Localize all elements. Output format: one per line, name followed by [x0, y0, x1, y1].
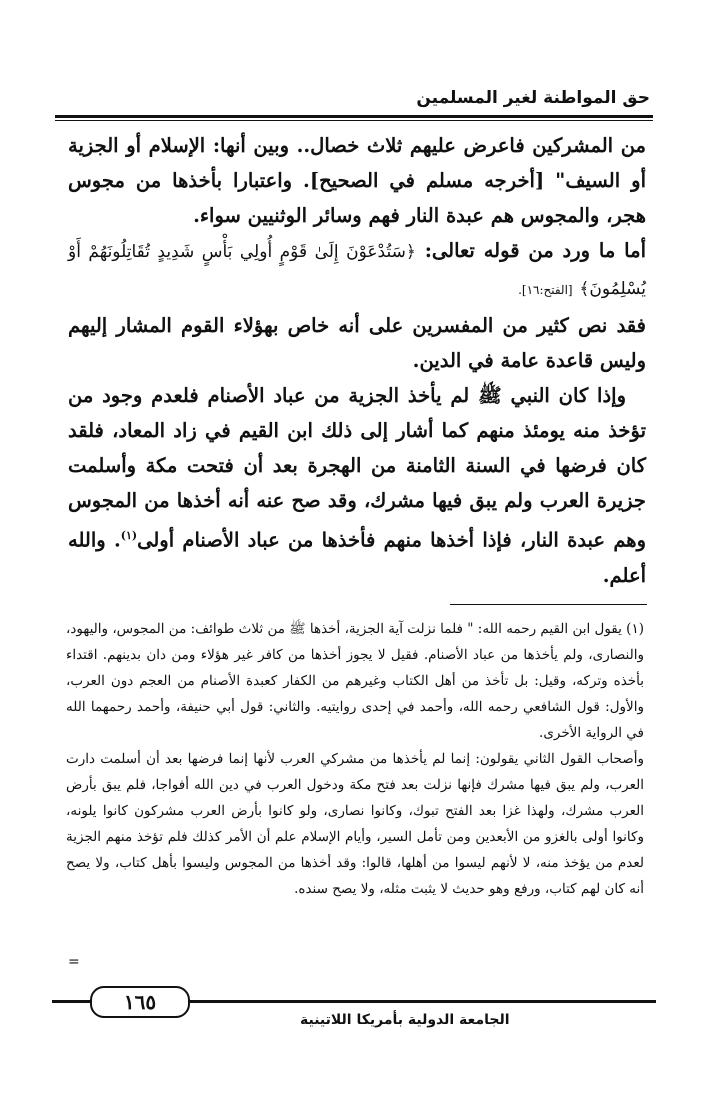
footnote-1: (١) يقول ابن القيم رحمه الله: " فلما نزلت آية الجزية، أخذها ﷺ من ثلاث طوائف: من المجوس، واليهود، والنصارى، ولم يأخذها من عباد الأصنام. فقيل لا يجوز أخذها من كافر غير هؤلاء ومن دان بدينهم. اقتداء بأخذه وتركه، وقيل: بل تأخذ من أهل الكتاب وغيرهم من الكفار كعبدة الأصنام من العجم دون العرب، والأول: قول الشافعي رحمه الله، وأحمد في إحدى روايتيه. والثاني: قول أبي حنيفة، وأحمد رحمهما الله في الرواية الأخرى. — [66, 621, 644, 741]
footnote-1-continued: وأصحاب القول الثاني يقولون: إنما لم يأخذها من مشركي العرب لأنها إنما فرضها بعد أن أسلمت دارت العرب، ولم يبق فيها مشرك فإنها نزلت بعد فتح مكة ودخول العرب في دين الله أفواجا، فلم يبق بأرض العرب مشرك، ولهذا غزا بعد الفتح تبوك، وكانوا نصارى، ولو كانوا بأرض العرب مشركون كانوا يلونه، وكانوا أولى بالغزو من الأبعدين ومن تأمل السير، وأيام الإسلام علم أن الأمر كذلك فلم تؤخذ منهم الجزية لعدم من يؤخذ منه، لا لأنهم ليسوا من أهلها، قالوا: وقد أخذها من المجوس وليسوا بأهل كتاب، ولا يصح أنه كان لهم كتاب، ورفع وهو حديث لا يثبت مثله، ولا يصح سنده. — [66, 751, 644, 897]
paragraph-4 — [68, 378, 646, 593]
running-header: حق المواطنة لغير المسلمين — [416, 88, 650, 108]
paragraph-4-text: وإذا كان النبي ﷺ لم يأخذ الجزية من عباد الأصنام فلعدم وجود من تؤخذ منه يومئذ منهم كما أشار إلى ذلك ابن القيم في زاد المعاد، فلقد كان فرضها في السنة الثامنة من الهجرة بعد أن فتحت مكة وأسلمت جزيرة العرب ولم يبق فيها مشرك، وقد صح عنه أنه أخذها من المجوس وهم عبدة النار، فإذا أخذها منهم فأخذها من عباد الأصنام أولى — [68, 384, 646, 552]
paragraph-4-end: . والله أعلم. — [68, 528, 646, 587]
quran-verse: ﴿سَتُدْعَوْنَ إِلَىٰ قَوْمٍ أُولِي بَأْسٍ شَدِيدٍ تُقَاتِلُونَهُمْ أَوْ يُسْلِمُونَ﴾ — [68, 242, 646, 299]
publisher-name: الجامعة الدولية بأمريكا اللاتينية — [300, 1012, 510, 1028]
paragraph-1: من المشركين فاعرض عليهم ثلاث خصال.. وبين أنها: الإسلام أو الجزية أو السيف" [أخرجه مسلم في الصحيح]. واعتبارا بأخذها من مجوس هجر، والمجوس هم عبدة النار فهم وسائر الوثنيين سواء. — [68, 134, 646, 227]
main-text — [68, 128, 646, 593]
paragraph-2 — [68, 233, 646, 308]
footnote-reference[interactable]: (١) — [120, 529, 138, 542]
header-rule — [55, 115, 653, 121]
verse-reference: [الفتح:١٦]. — [518, 283, 573, 297]
paragraph-3: فقد نص كثير من المفسرين على أنه خاص بهؤلاء القوم المشار إليهم وليس قاعدة عامة في الدين. — [68, 314, 646, 372]
footnotes — [66, 616, 644, 902]
continuation-mark: = — [68, 954, 80, 970]
page-number: ١٦٥ — [90, 986, 190, 1018]
footnote-separator — [450, 604, 647, 605]
quran-intro: أما ما ورد من قوله تعالى: — [424, 239, 646, 262]
